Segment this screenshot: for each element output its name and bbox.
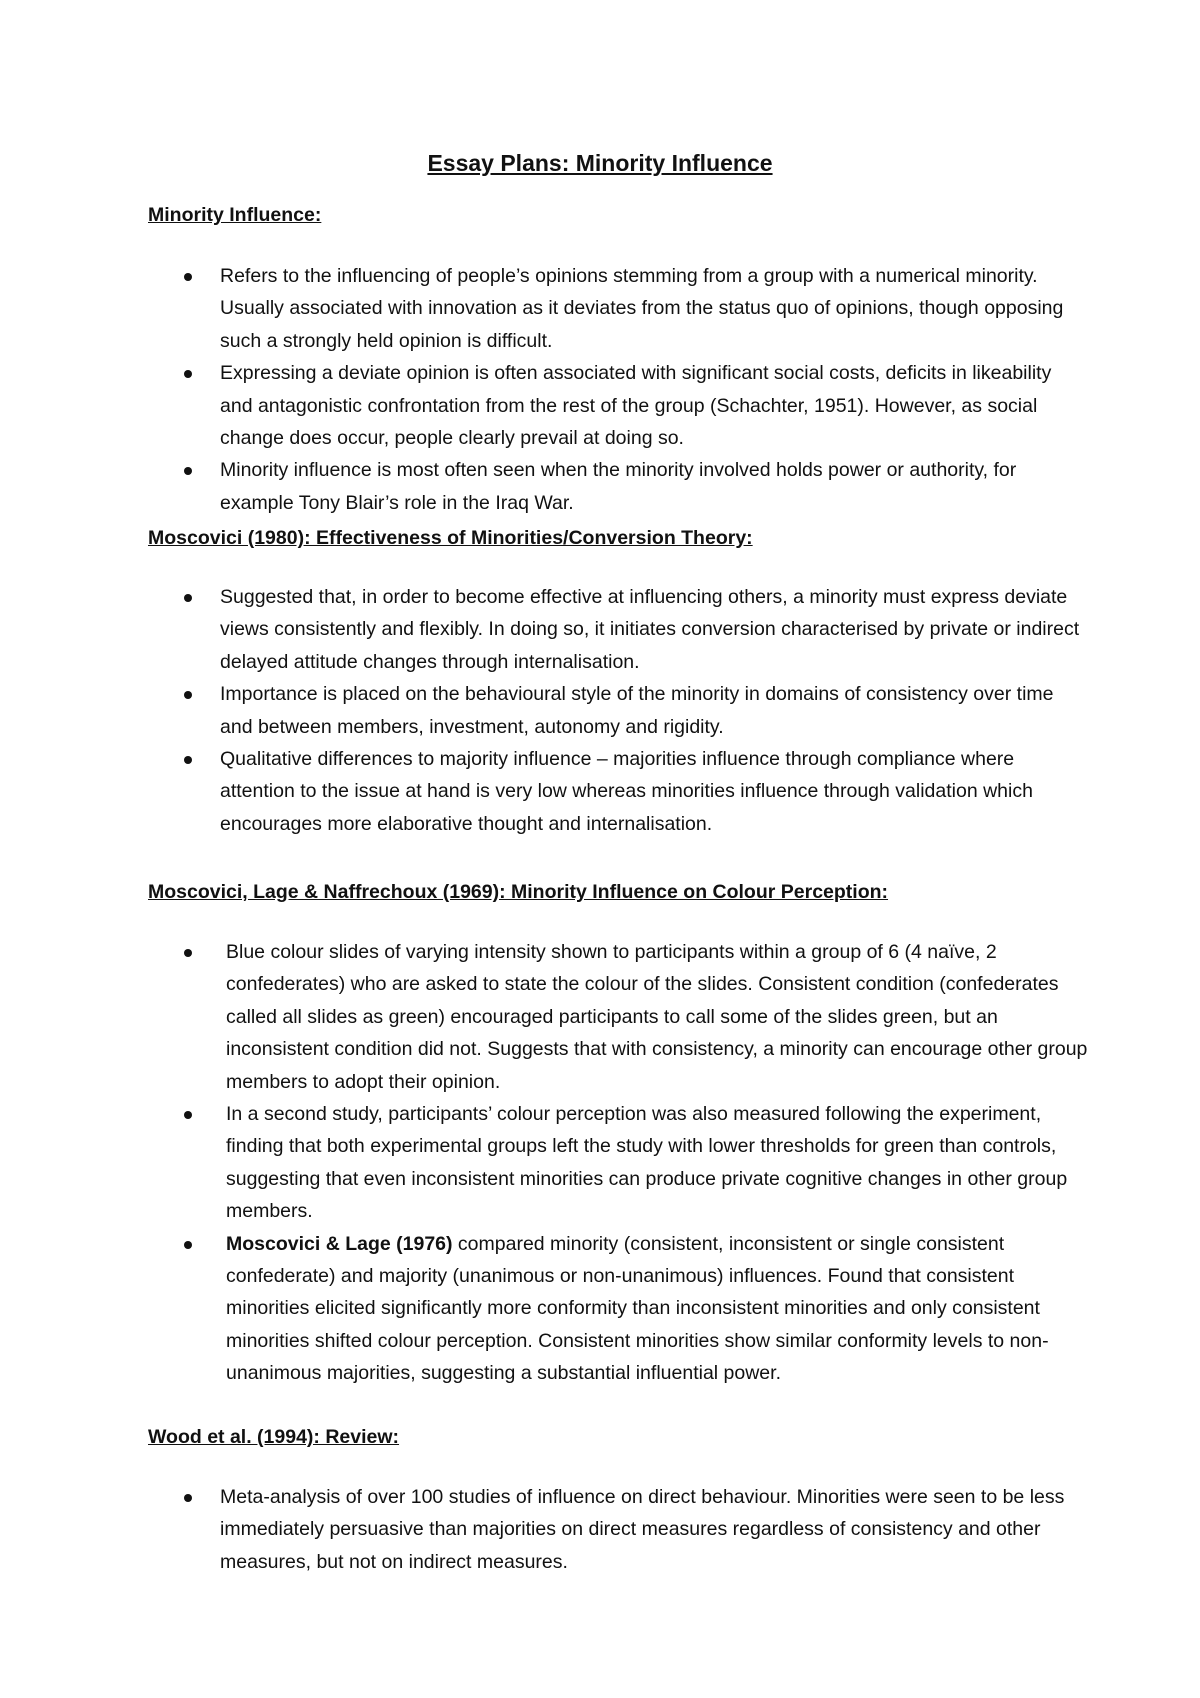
section-wood-1994 bbox=[148, 1424, 1088, 1578]
bullet-icon bbox=[184, 273, 192, 281]
bullet-text: Importance is placed on the behavioural style of the minority in domains of consistency over time and between members, investment, autonomy and rigidity. bbox=[220, 683, 1054, 738]
bullet-item bbox=[148, 743, 1088, 840]
section-moscovici-1980 bbox=[148, 525, 1088, 840]
citation-bold: Moscovici & Lage (1976) bbox=[226, 1232, 453, 1255]
section-moscovici-lage-naffrechoux bbox=[148, 879, 1088, 1390]
bullet-icon bbox=[184, 1494, 192, 1502]
bullet-item bbox=[148, 678, 1088, 743]
bullet-list bbox=[148, 936, 1088, 1390]
bullet-item bbox=[148, 260, 1088, 357]
bullet-text: Expressing a deviate opinion is often associated with significant social costs, deficits in likeability and antagonistic confrontation from the rest of the group (Schachter, 1951). However, as social change does occur, people clearly prevail at doing so. bbox=[220, 362, 1052, 450]
bullet-text: Blue colour slides of varying intensity shown to participants within a group of 6 (4 naïve, 2 confederates) who are asked to state the colour of the slides. Consistent condition (confederates called all slides as green) encouraged participants to call some of the slides green, but an inconsistent condition did not. Suggests that with consistency, a minority can encourage other group members to adopt their opinion. bbox=[226, 941, 1088, 1093]
section-heading: Wood et al. (1994): Review: bbox=[148, 1426, 400, 1448]
section-minority-influence bbox=[148, 202, 1088, 519]
page-title: Essay Plans: Minority Influence bbox=[427, 150, 773, 176]
bullet-item bbox=[148, 1481, 1088, 1578]
bullet-icon bbox=[184, 467, 192, 475]
bullet-text: Minority influence is most often seen when the minority involved holds power or authority, for example Tony Blair’s role in the Iraq War. bbox=[220, 459, 1017, 514]
bullet-icon bbox=[184, 594, 192, 602]
bullet-item bbox=[148, 454, 1088, 519]
section-heading: Moscovici (1980): Effectiveness of Minorities/Conversion Theory: bbox=[148, 527, 753, 549]
bullet-text: Qualitative differences to majority influence – majorities influence through compliance where attention to the issue at hand is very low whereas minorities influence through validation which encourages more elaborative thought and internalisation. bbox=[220, 748, 1033, 835]
bullet-list bbox=[148, 260, 1088, 519]
bullet-item bbox=[148, 1228, 1088, 1390]
bullet-icon bbox=[184, 756, 192, 764]
bullet-list bbox=[148, 581, 1088, 840]
bullet-text: Suggested that, in order to become effective at influencing others, a minority must express deviate views consistently and flexibly. In doing so, it initiates conversion characterised by private or indirect delayed attitude changes through internalisation. bbox=[220, 586, 1080, 673]
bullet-item bbox=[148, 1098, 1088, 1228]
bullet-icon bbox=[184, 949, 192, 957]
bullet-item bbox=[148, 357, 1088, 454]
bullet-text: Refers to the influencing of people’s opinions stemming from a group with a numerical minority. Usually associated with innovation as it deviates from the status quo of opinions, though opposing such a strongly held opinion is difficult. bbox=[220, 265, 1064, 352]
bullet-list bbox=[148, 1481, 1088, 1578]
bullet-icon bbox=[184, 370, 192, 378]
bullet-icon bbox=[184, 1111, 192, 1119]
bullet-item bbox=[148, 581, 1088, 678]
bullet-text: In a second study, participants’ colour perception was also measured following the experiment, finding that both experimental groups left the study with lower thresholds for green than controls, suggesting that even inconsistent minorities can produce private cognitive changes in other group members. bbox=[226, 1103, 1068, 1223]
bullet-text: Meta-analysis of over 100 studies of influence on direct behaviour. Minorities were seen to be less immediately persuasive than majorities on direct measures regardless of consistency and other measures, but not on indirect measures. bbox=[220, 1486, 1065, 1573]
bullet-icon bbox=[184, 691, 192, 699]
bullet-text: compared minority (consistent, inconsistent or single consistent confederate) and majority (unanimous or non-unanimous) influences. Found that consistent minorities elicited significantly more conformity than inconsistent minorities and only consistent minorities shifted colour perception. Consistent minorities show similar conformity levels to non-unanimous majorities, suggesting a substantial influential power. bbox=[226, 1232, 1049, 1385]
bullet-icon bbox=[184, 1241, 192, 1249]
section-heading: Moscovici, Lage & Naffrechoux (1969): Minority Influence on Colour Perception: bbox=[148, 881, 889, 903]
section-heading: Minority Influence: bbox=[148, 204, 322, 226]
bullet-item bbox=[148, 936, 1088, 1098]
